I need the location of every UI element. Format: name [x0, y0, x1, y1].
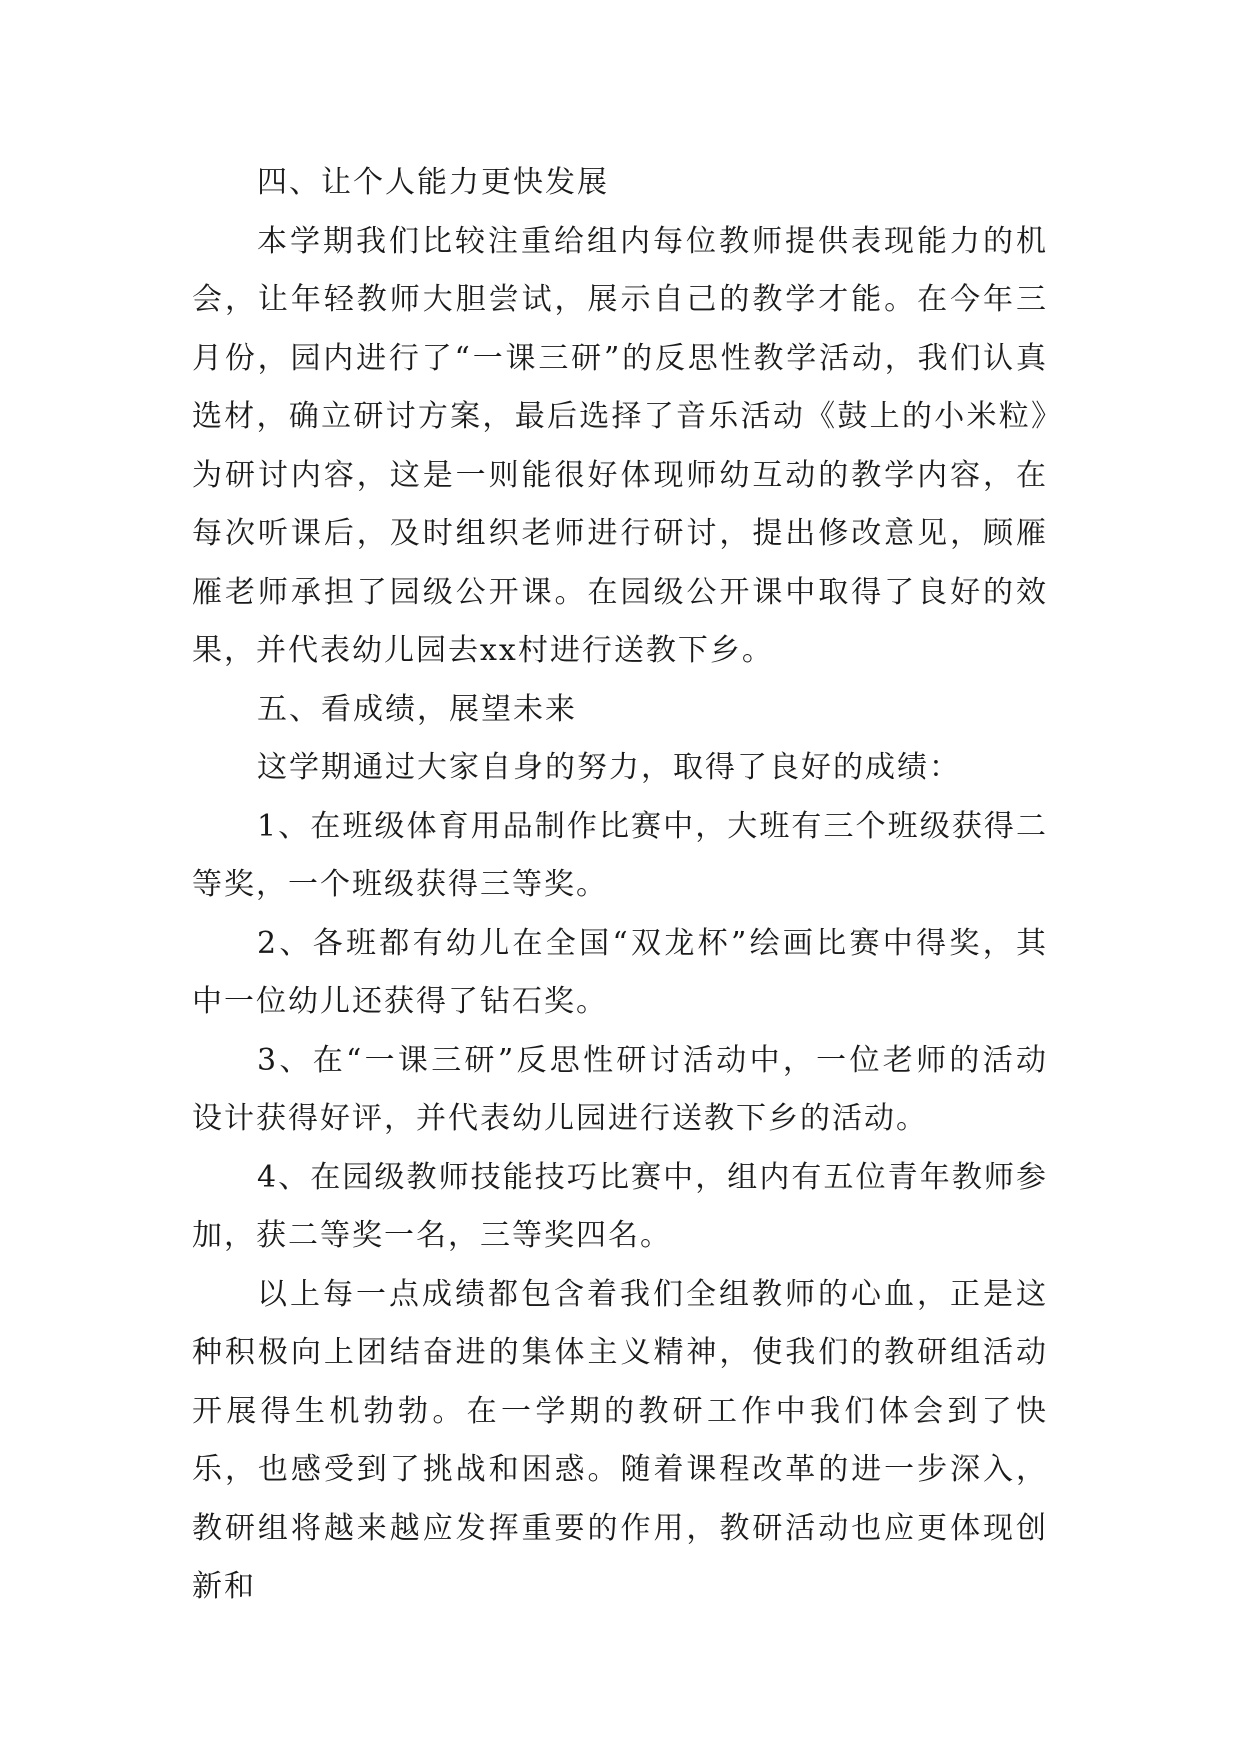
section-four-paragraph: 本学期我们比较注重给组内每位教师提供表现能力的机会，让年轻教师大胆尝试，展示自己的教学才能。在今年三月份，园内进行了“一课三研”的反思性教学活动，我们认真选材，确立研讨方案，最后选择了音乐活动《鼓上的小米粒》为研讨内容，这是一则能很好体现师幼互动的教学内容，在每次听课后，及时组织老师进行研讨，提出修改意见，顾雁雁老师承担了园级公开课。在园级公开课中取得了良好的效果，并代表幼儿园去xx村进行送教下乡。 [192, 223, 1048, 668]
achievement-item-4: 4、在园级教师技能技巧比赛中，组内有五位青年教师参加，获二等奖一名，三等奖四名。 [192, 1159, 1048, 1253]
section-five-heading: 五、看成绩，展望未来 [257, 691, 577, 727]
achievement-item-3: 3、在“一课三研”反思性研讨活动中，一位老师的活动设计获得好评，并代表幼儿园进行送教下乡的活动。 [192, 1042, 1048, 1136]
section-four-heading: 四、让个人能力更快发展 [257, 165, 609, 200]
document-body [192, 154, 1048, 1617]
section-five-conclusion: 以上每一点成绩都包含着我们全组教师的心血，正是这种积极向上团结奋进的集体主义精神，使我们的教研组活动开展得生机勃勃。在一学期的教研工作中我们体会到了快乐，也感受到了挑战和困惑。随着课程改革的进一步深入，教研组将越来越应发挥重要的作用，教研活动也应更体现创新和 [192, 1276, 1048, 1604]
section-five-intro: 这学期通过大家自身的努力，取得了良好的成绩： [257, 750, 961, 785]
achievement-item-1: 1、在班级体育用品制作比赛中，大班有三个班级获得二等奖，一个班级获得三等奖。 [192, 808, 1048, 902]
achievement-item-2: 2、各班都有幼儿在全国“双龙杯”绘画比赛中得奖，其中一位幼儿还获得了钻石奖。 [192, 925, 1048, 1019]
